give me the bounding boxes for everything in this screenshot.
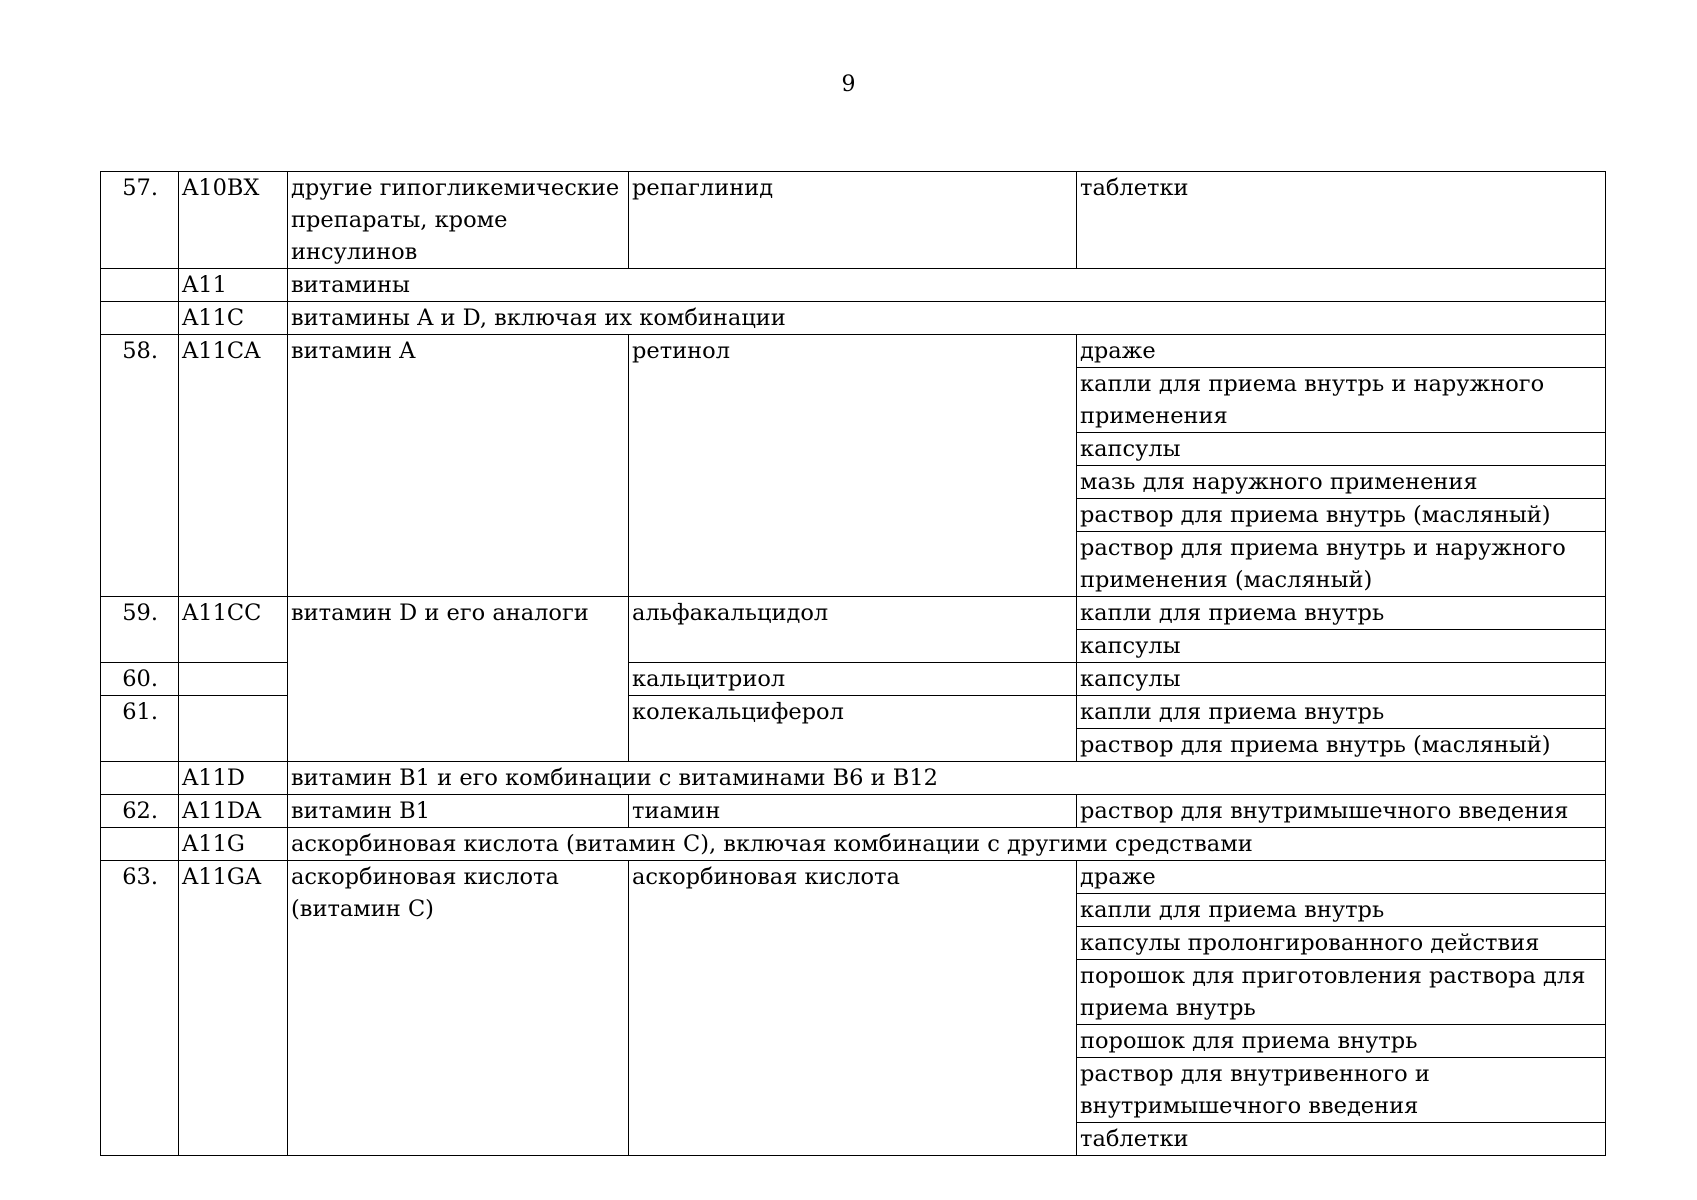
dosage-form: раствор для внутримышечного введения [1077,795,1606,828]
atc-code [179,663,288,696]
atc-group-heading: витамины [288,269,1606,302]
drug-name: кальцитриол [629,663,1077,696]
dosage-form: раствор для приема внутрь (масляный) [1077,499,1606,532]
page-number: 9 [841,72,856,97]
table-row [101,269,1606,302]
atc-code: A10BX [179,172,288,269]
dosage-form: капли для приема внутрь и наружного применения [1077,368,1606,433]
atc-group: витамин D и его аналоги [288,597,629,762]
dosage-form: капли для приема внутрь [1077,597,1606,630]
atc-code: A11 [179,269,288,302]
drug-name: альфакальцидол [629,597,1077,663]
row-number [101,828,179,861]
atc-code: A11DA [179,795,288,828]
table-row [101,335,1606,368]
row-number: 59. [101,597,179,663]
dosage-form: капсулы [1077,630,1606,663]
table-row [101,172,1606,269]
table-row [101,828,1606,861]
table-row [101,302,1606,335]
atc-code: A11C [179,302,288,335]
dosage-form: раствор для внутривенного и внутримышечного введения [1077,1058,1606,1123]
atc-group-heading: витамины A и D, включая их комбинации [288,302,1606,335]
atc-group: витамин A [288,335,629,597]
dosage-form: порошок для приема внутрь [1077,1025,1606,1058]
atc-group: другие гипогликемические препараты, кроме инсулинов [288,172,629,269]
row-number: 58. [101,335,179,597]
row-number: 61. [101,696,179,762]
drug-table [100,171,1606,1156]
dosage-form: драже [1077,861,1606,894]
table-row [101,762,1606,795]
dosage-form: капли для приема внутрь [1077,696,1606,729]
atc-group-heading: аскорбиновая кислота (витамин С), включая комбинации с другими средствами [288,828,1606,861]
dosage-form: раствор для приема внутрь и наружного применения (масляный) [1077,532,1606,597]
atc-group: витамин B1 [288,795,629,828]
dosage-form: капли для приема внутрь [1077,894,1606,927]
drug-name: репаглинид [629,172,1077,269]
atc-group-heading: витамин B1 и его комбинации с витаминами B6 и B12 [288,762,1606,795]
atc-code: A11D [179,762,288,795]
dosage-form: таблетки [1077,172,1606,269]
row-number [101,302,179,335]
atc-code: A11CC [179,597,288,663]
drug-name: аскорбиновая кислота [629,861,1077,1156]
table-row [101,795,1606,828]
row-number: 60. [101,663,179,696]
dosage-form: порошок для приготовления раствора для приема внутрь [1077,960,1606,1025]
drug-name: колекальциферол [629,696,1077,762]
atc-code: A11G [179,828,288,861]
row-number [101,762,179,795]
drug-name: тиамин [629,795,1077,828]
dosage-form: капсулы [1077,433,1606,466]
atc-code: A11CA [179,335,288,597]
dosage-form: драже [1077,335,1606,368]
row-number [101,269,179,302]
dosage-form: капсулы пролонгированного действия [1077,927,1606,960]
table-row [101,597,1606,630]
row-number: 63. [101,861,179,1156]
atc-code [179,696,288,762]
row-number: 62. [101,795,179,828]
dosage-form: таблетки [1077,1123,1606,1156]
drug-name: ретинол [629,335,1077,597]
dosage-form: мазь для наружного применения [1077,466,1606,499]
atc-group: аскорбиновая кислота (витамин С) [288,861,629,1156]
row-number: 57. [101,172,179,269]
dosage-form: капсулы [1077,663,1606,696]
dosage-form: раствор для приема внутрь (масляный) [1077,729,1606,762]
atc-code: A11GA [179,861,288,1156]
table-row [101,861,1606,894]
